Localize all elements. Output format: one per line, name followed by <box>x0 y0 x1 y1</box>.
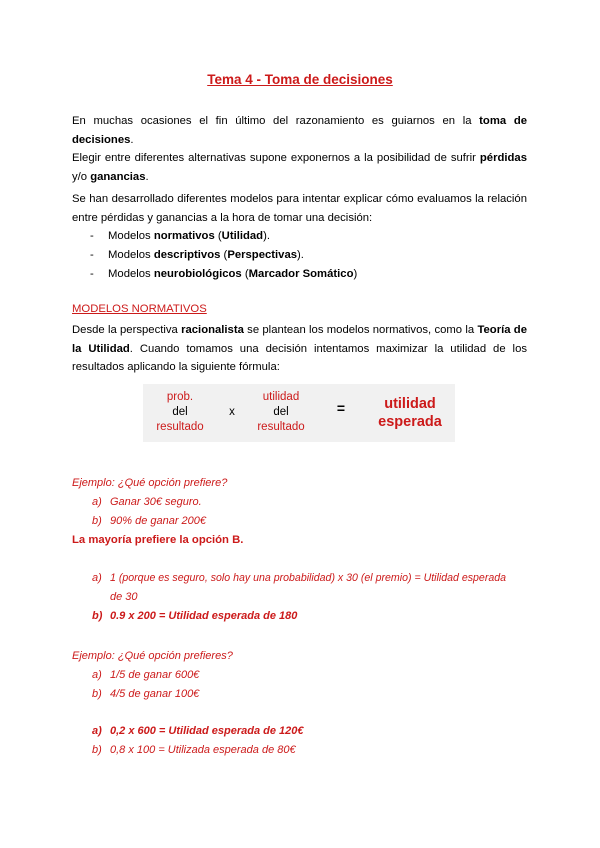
section-heading-normativos: MODELOS NORMATIVOS <box>72 303 207 315</box>
normativos-line-3: resultados aplicando la siguiente fórmula: <box>72 361 280 374</box>
models-list <box>72 227 527 283</box>
normativos-paragraph <box>72 321 527 377</box>
list-item: - Modelos normativos (Utilidad). <box>90 230 270 243</box>
intro-line-1: En muchas ocasiones el fin último del razonamiento es guiarnos en la toma de decisiones. <box>72 115 528 146</box>
intro-line-3: y/o ganancias. <box>72 171 149 184</box>
formula-result: utilidad esperada <box>378 396 442 430</box>
example-1-solution-b: b) 0.9 x 200 = Utilidad esperada de 180 <box>92 610 298 622</box>
utility-formula <box>143 384 455 442</box>
page-title: Tema 4 - Toma de decisiones <box>207 72 393 87</box>
example-1-solution-a: a) 1 (porque es seguro, solo hay una probabilidad) x 30 (el premio) = Utilidad esperada de 30 <box>92 572 507 603</box>
intro-paragraph <box>72 112 527 187</box>
normativos-line-1: Desde la perspectiva racionalista se plantean los modelos normativos, como la Teoría de <box>72 324 527 336</box>
intro-line-2: Elegir entre diferentes alternativas supone exponernos a la posibilidad de sufrir pérdidas <box>72 152 527 165</box>
models-line-1: Se han desarrollado diferentes modelos para intentar explicar cómo evaluamos la relación <box>72 193 527 205</box>
example-1-option-b: b) 90% de ganar 200€ <box>92 515 207 527</box>
example-1-option-a: a) Ganar 30€ seguro. <box>92 496 202 508</box>
models-line-2: entre pérdidas y ganancias a la hora de tomar una decisión: <box>72 211 373 224</box>
majority-note: La mayoría prefiere la opción B. <box>72 534 244 546</box>
example-2-option-a: a) 1/5 de ganar 600€ <box>92 669 200 681</box>
example-2-solution-a: a) 0,2 x 600 = Utilidad esperada de 120€ <box>92 725 304 737</box>
list-item: - Modelos descriptivos (Perspectivas). <box>90 249 304 262</box>
list-item: - Modelos neurobiológicos (Marcador Somático) <box>90 267 358 280</box>
normativos-line-2: la Utilidad. Cuando tomamos una decisión intentamos maximizar la utilidad de los <box>72 342 527 355</box>
formula-utility: utilidad del resultado <box>257 391 305 433</box>
example-2-option-b: b) 4/5 de ganar 100€ <box>92 688 200 700</box>
formula-times: x <box>229 406 235 418</box>
models-paragraph <box>72 190 527 283</box>
example-1-question: Ejemplo: ¿Qué opción prefiere? <box>72 477 228 489</box>
formula-equals: = <box>336 400 346 416</box>
example-2-question: Ejemplo: ¿Qué opción prefieres? <box>72 650 233 662</box>
formula-probability: prob. del resultado <box>156 391 204 433</box>
example-2-solution-b: b) 0,8 x 100 = Utilizada esperada de 80€ <box>92 744 296 756</box>
